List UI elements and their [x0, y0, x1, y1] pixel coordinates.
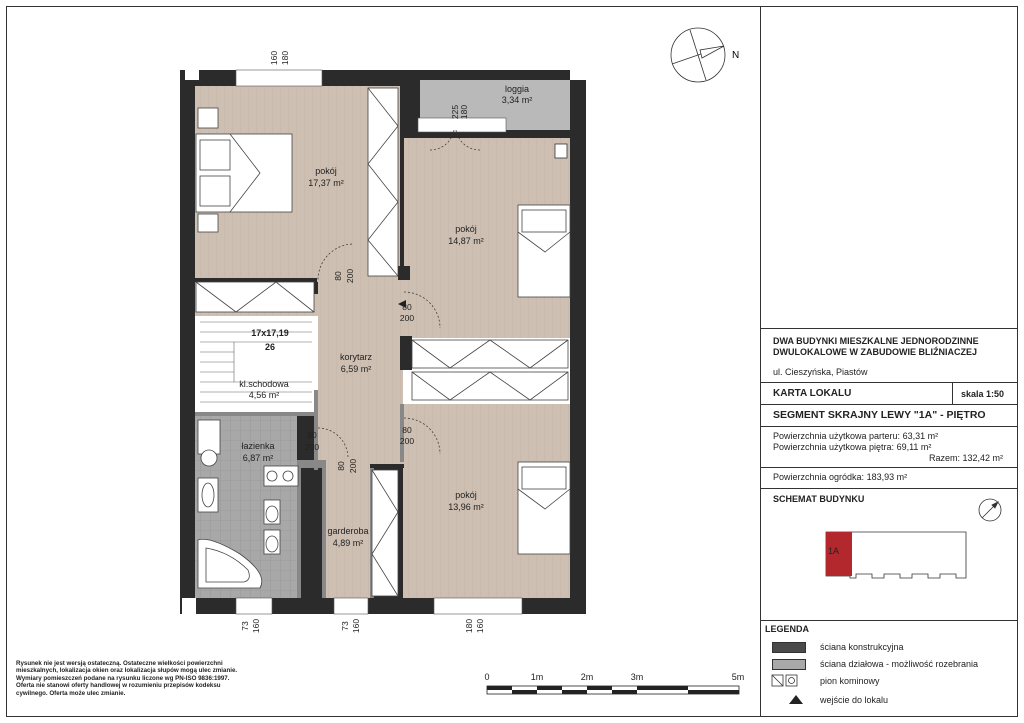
segment-title: SEGMENT SKRAJNY LEWY "1A" - PIĘTRO — [773, 409, 986, 421]
title-block — [760, 6, 1018, 717]
dim-label: 180 — [464, 618, 474, 634]
scale-bar — [487, 686, 739, 694]
dim-label: 200 — [399, 313, 415, 323]
dim-label: 200 — [348, 458, 358, 474]
dim-label: 80 — [402, 302, 412, 312]
room-pokoj3-area: 13,96 m² — [448, 502, 484, 512]
legend-entry-arrow-icon — [786, 693, 806, 707]
project-title-line1: DWA BUDYNKI MIESZKALNE JEDNORODZINNE — [773, 336, 979, 346]
room-pokoj2-area: 14,87 m² — [448, 236, 484, 246]
legend-swatch-partition — [772, 659, 806, 670]
note-line: Wymiary pomieszczeń podane na rysunku liczone wg PN-ISO 9836:1997. — [16, 674, 230, 682]
dim-label: 80 — [402, 425, 412, 435]
drawing-scale: skala 1:50 — [961, 389, 1005, 399]
dim-label: 73 — [240, 621, 250, 631]
project-address: ul. Cieszyńska, Piastów — [773, 367, 868, 377]
dim-label: 225 — [450, 104, 460, 120]
scale-label: 1m — [530, 672, 544, 682]
wall — [314, 282, 318, 294]
wall — [195, 412, 318, 416]
dim-label: 80 — [336, 461, 346, 471]
area-total: Razem: 132,42 m² — [929, 453, 1004, 463]
bed-pokoj2 — [518, 205, 570, 297]
room-loggia-name: loggia — [504, 84, 530, 94]
room-lazienka-area: 6,87 m² — [242, 453, 274, 463]
dim-label: 160 — [269, 50, 279, 66]
stairs-count: 26 — [264, 342, 276, 352]
dim-label: 73 — [340, 621, 350, 631]
legend-title: LEGENDA — [765, 624, 810, 634]
room-korytarz-area: 6,59 m² — [340, 364, 372, 374]
note-line: Rysunek nie jest wersją ostateczną. Ostateczne wielkości powierzchni — [16, 660, 223, 667]
room-pokoj1-area: 17,37 m² — [308, 178, 344, 188]
area-ground: Powierzchnia użytkowa parteru: 63,31 m² — [773, 431, 939, 441]
room-pokoj3-name: pokój — [455, 490, 477, 500]
karta-lokalu: KARTA LOKALU — [773, 388, 852, 399]
legend-item: ściana działowa - możliwość rozebrania — [820, 659, 979, 669]
room-garderoba-area: 4,89 m² — [332, 538, 364, 548]
legend-item: wejście do lokalu — [820, 695, 889, 705]
dim-label: 80 — [307, 430, 317, 440]
room-pokoj2-name: pokój — [455, 224, 477, 234]
dim-label: 80 — [333, 271, 343, 281]
area-floor: Powierzchnia użytkowa piętra: 69,11 m² — [773, 442, 932, 452]
scale-label: 5m — [731, 672, 745, 682]
wall — [297, 460, 326, 468]
room-garderoba-name: garderoba — [327, 526, 369, 536]
schema-title: SCHEMAT BUDYNKU — [773, 494, 865, 504]
stairs-spec: 17x17,19 — [251, 328, 289, 338]
note-line: cywilnego. Oferta może ulec zmianie. — [16, 689, 126, 697]
room-loggia-area: 3,34 m² — [501, 95, 533, 105]
note-line: Oferta nie stanowi oferty handlowej w rozumieniu przepisów kodeksu — [16, 682, 221, 690]
legend-item: ściana konstrukcyjna — [820, 642, 904, 652]
disclaimer-note — [16, 660, 261, 697]
legend-item: pion kominowy — [820, 676, 880, 686]
area-garden: Powierzchnia ogródka: 183,93 m² — [773, 472, 908, 482]
note-line: mieszkalnych, lokalizacja okien oraz lokalizacja słupów mogą ulec zmianie. — [16, 667, 238, 675]
room-lazienka-name: łazienka — [241, 441, 275, 451]
wall — [297, 468, 301, 598]
scale-label: 0 — [484, 672, 490, 682]
dim-label: 160 — [351, 618, 361, 634]
chimney-icon — [555, 144, 567, 158]
dim-label: 180 — [459, 104, 469, 120]
wall — [400, 138, 404, 270]
dim-label: 180 — [280, 50, 290, 66]
dim-label: 160 — [475, 618, 485, 634]
building-schema — [780, 496, 1010, 606]
compass-icon — [671, 28, 725, 82]
room-klatka-area: 4,56 m² — [248, 390, 280, 400]
scale-label: 2m — [580, 672, 594, 682]
dim-label: 200 — [399, 436, 415, 446]
room-pokoj1-name: pokój — [315, 166, 337, 176]
legend-chimney-icon — [770, 673, 810, 691]
room-klatka-name: kl.schodowa — [239, 379, 289, 389]
room-korytarz-name: korytarz — [339, 352, 373, 362]
bed-pokoj3 — [518, 462, 570, 554]
wall — [400, 336, 412, 370]
dim-label: 200 — [304, 442, 320, 452]
dim-label: 200 — [345, 268, 355, 284]
legend-swatch-structural — [772, 642, 806, 653]
compass-north-label: N — [732, 50, 740, 61]
scale-label: 3m — [630, 672, 644, 682]
wall — [195, 278, 317, 282]
project-title-line2: DWULOKALOWE W ZABUDOWIE BLIŹNIACZEJ — [773, 347, 977, 357]
unit-1a-label: 1A — [828, 546, 840, 556]
wall — [322, 468, 326, 598]
wall — [370, 464, 404, 468]
wall — [398, 266, 410, 280]
wall — [400, 80, 420, 138]
dim-label: 160 — [251, 618, 261, 634]
